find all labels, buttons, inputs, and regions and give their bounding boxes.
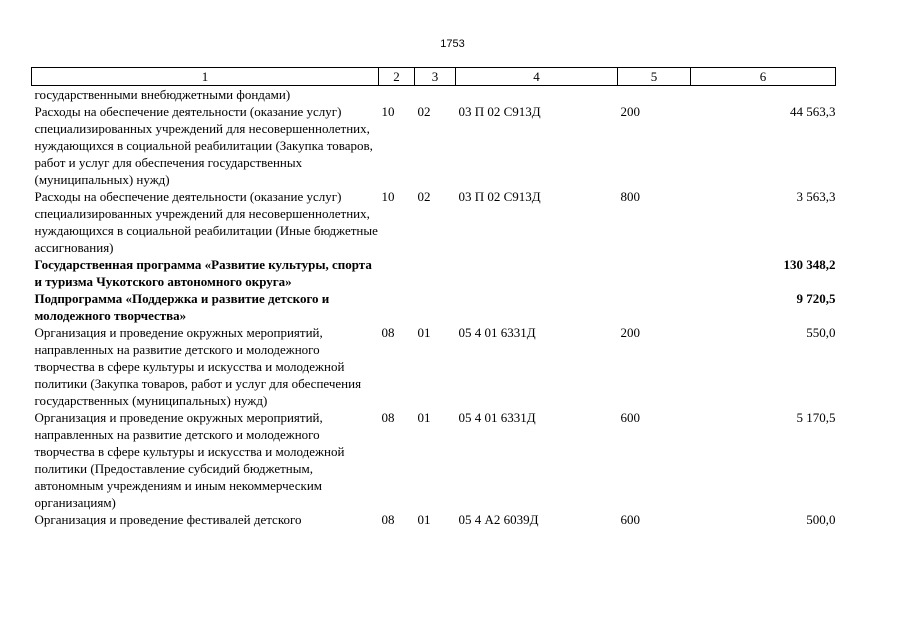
page-number: 1753 bbox=[440, 38, 465, 50]
row-section: 10 bbox=[381, 104, 395, 119]
row-section bbox=[379, 256, 415, 290]
table-header-row bbox=[32, 68, 836, 86]
row-amount: 130 348,2 bbox=[783, 257, 836, 272]
row-name: Расходы на обеспечение деятельности (оказание услуг) специализированных учреждений для несовершеннолетних, нуждающихся в социальной реабилитации (Закупка товаров, работ и услуг для обеспечения государственных (муниципальных) нужд) bbox=[34, 104, 373, 187]
row-type bbox=[618, 290, 691, 324]
row-subsection: 01 bbox=[417, 410, 431, 425]
row-section: 10 bbox=[381, 189, 395, 204]
row-amount: 5 170,5 bbox=[796, 410, 836, 425]
row-subsection bbox=[415, 256, 456, 290]
row-name: Государственная программа «Развитие культуры, спорта и туризма Чукотского автономного округа» bbox=[34, 257, 372, 289]
table-row bbox=[32, 511, 836, 528]
header-col-1: 1 bbox=[32, 68, 379, 86]
row-section: 08 bbox=[381, 512, 395, 527]
row-section bbox=[379, 86, 415, 104]
header-col-4: 4 bbox=[456, 68, 618, 86]
row-section bbox=[379, 290, 415, 324]
table-row bbox=[32, 103, 836, 188]
row-name: Организация и проведение окружных мероприятий, направленных на развитие детского и молодежного творчества в сфере культуры и искусства и молодежной политики (Закупка товаров, работ и услуг для обеспечения государственных (муниципальных) нужд) bbox=[34, 325, 362, 408]
row-code bbox=[456, 86, 618, 104]
row-subsection: 01 bbox=[417, 512, 431, 527]
row-amount bbox=[691, 86, 836, 104]
table-row bbox=[32, 86, 836, 104]
row-amount: 3 563,3 bbox=[796, 189, 836, 204]
row-name: Расходы на обеспечение деятельности (оказание услуг) специализированных учреждений для несовершеннолетних, нуждающихся в социальной реабилитации (Иные бюджетные ассигнования) bbox=[34, 189, 378, 255]
row-subsection: 02 bbox=[417, 104, 431, 119]
table-row bbox=[32, 324, 836, 409]
budget-table bbox=[31, 67, 836, 528]
row-code: 05 4 01 6331Д bbox=[458, 325, 536, 340]
table-row bbox=[32, 290, 836, 324]
row-subsection: 02 bbox=[417, 189, 431, 204]
row-section: 08 bbox=[381, 325, 395, 340]
row-code bbox=[456, 256, 618, 290]
row-type: 200 bbox=[620, 325, 640, 340]
row-subsection bbox=[415, 290, 456, 324]
row-name: Подпрограмма «Поддержка и развитие детского и молодежного творчества» bbox=[34, 291, 330, 323]
table-row bbox=[32, 188, 836, 256]
table-row bbox=[32, 256, 836, 290]
row-type bbox=[618, 256, 691, 290]
row-section: 08 bbox=[381, 410, 395, 425]
header-col-5: 5 bbox=[618, 68, 691, 86]
row-amount: 9 720,5 bbox=[796, 291, 836, 306]
row-code bbox=[456, 290, 618, 324]
row-type: 800 bbox=[620, 189, 640, 204]
row-amount: 550,0 bbox=[806, 325, 836, 340]
row-code: 03 П 02 С913Д bbox=[458, 104, 541, 119]
row-type: 200 bbox=[620, 104, 640, 119]
row-type: 600 bbox=[620, 512, 640, 527]
row-type: 600 bbox=[620, 410, 640, 425]
row-amount: 44 563,3 bbox=[790, 104, 836, 119]
header-col-2: 2 bbox=[379, 68, 415, 86]
row-name: Организация и проведение окружных мероприятий, направленных на развитие детского и молодежного творчества в сфере культуры и искусства и молодежной политики (Предоставление субсидий бюджетным, автономным учреждениям и иным некоммерческим организациям) bbox=[34, 410, 345, 510]
header-col-6: 6 bbox=[691, 68, 836, 86]
table-row bbox=[32, 409, 836, 511]
row-name: государственными внебюджетными фондами) bbox=[34, 87, 291, 102]
row-type bbox=[618, 86, 691, 104]
header-col-3: 3 bbox=[415, 68, 456, 86]
row-code: 05 4 01 6331Д bbox=[458, 410, 536, 425]
row-code: 03 П 02 С913Д bbox=[458, 189, 541, 204]
row-amount: 500,0 bbox=[806, 512, 836, 527]
row-name: Организация и проведение фестивалей детского bbox=[34, 512, 302, 527]
row-code: 05 4 А2 6039Д bbox=[458, 512, 539, 527]
row-subsection: 01 bbox=[417, 325, 431, 340]
row-subsection bbox=[415, 86, 456, 104]
